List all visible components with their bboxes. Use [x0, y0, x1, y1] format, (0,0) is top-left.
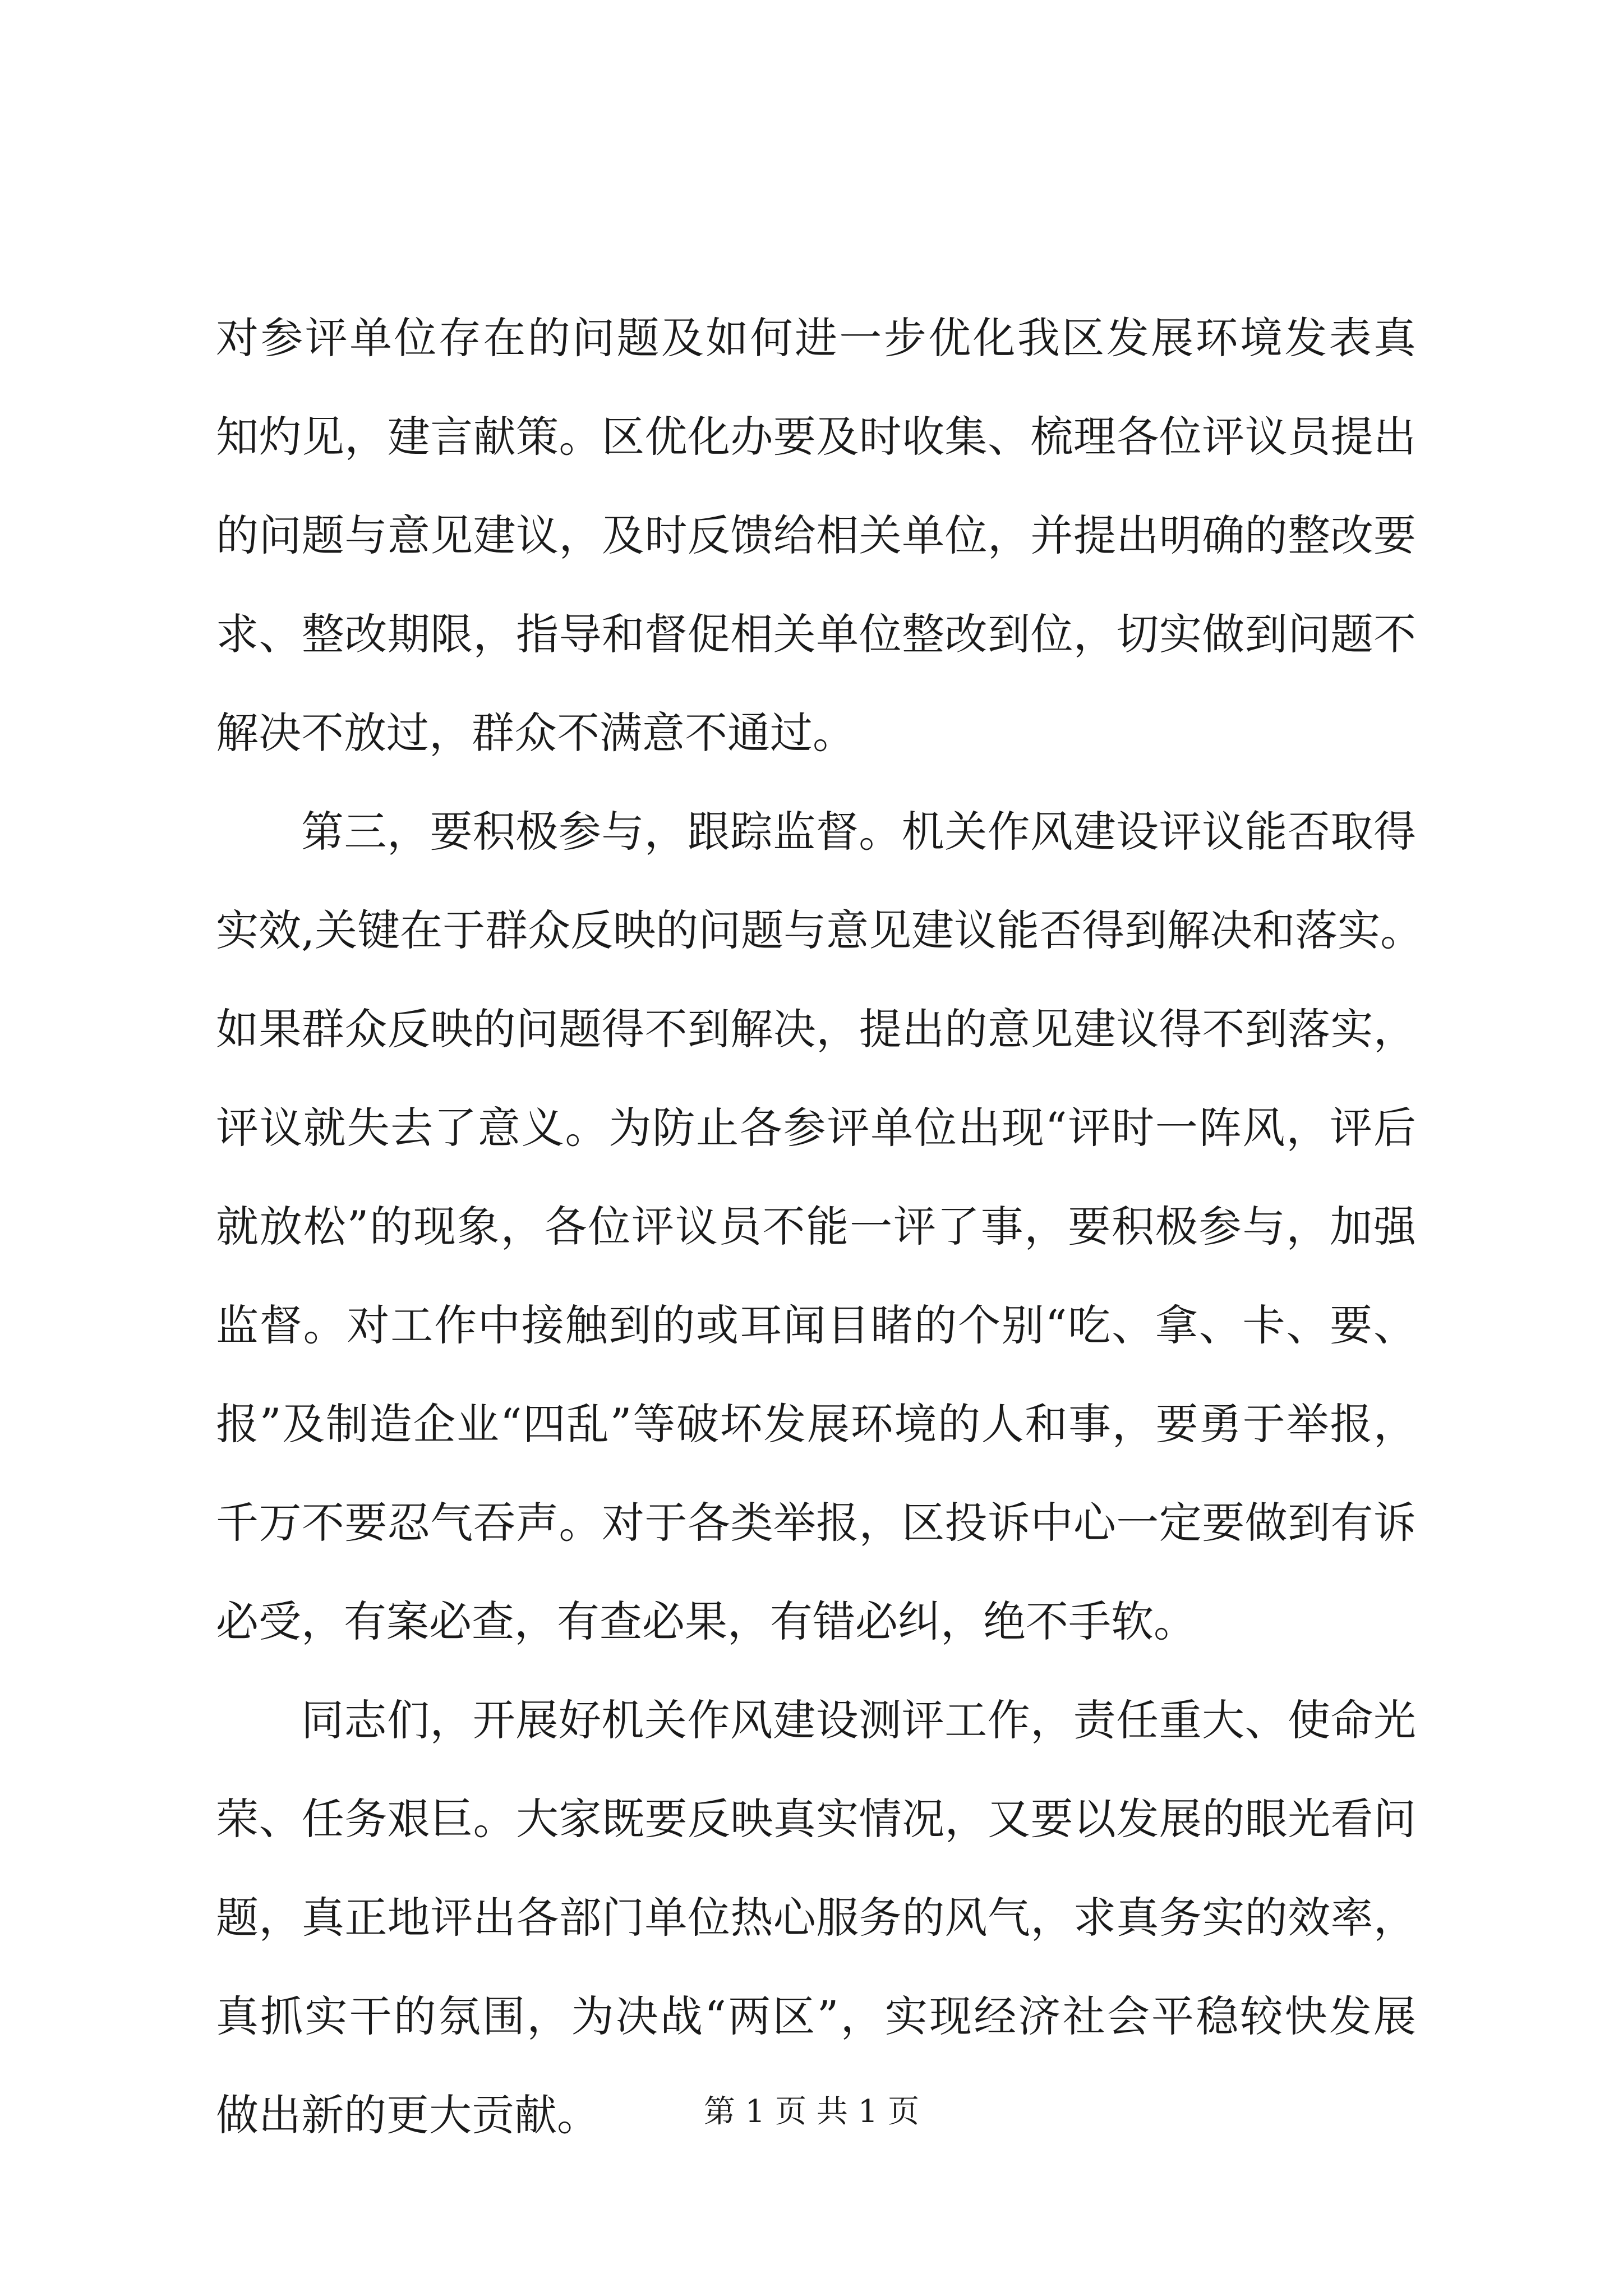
text-line: 第三，要积极参与，跟踪监督。机关作风建设评议能否取得 — [301, 807, 1416, 857]
text-line: 题，真正地评出各部门单位热心服务的风气，求真务实的效率， — [216, 1893, 1416, 1943]
text-line: 做出新的更大贡献。 — [216, 2090, 600, 2140]
text-line: 荣、任务艰巨。大家既要反映真实情况，又要以发展的眼光看问 — [216, 1794, 1416, 1844]
text-line: 评议就失去了意义。为防止各参评单位出现“评时一阵风，评后 — [216, 1103, 1416, 1153]
text-line: 同志们，开展好机关作风建设测评工作，责任重大、使命光 — [301, 1695, 1416, 1745]
text-line: 千万不要忍气吞声。对于各类举报，区投诉中心一定要做到有诉 — [216, 1498, 1416, 1548]
text-line: 求、整改期限，指导和督促相关单位整改到位，切实做到问题不 — [216, 609, 1416, 659]
text-line: 就放松”的现象，各位评议员不能一评了事，要积极参与，加强 — [216, 1202, 1416, 1251]
text-line: 对参评单位存在的问题及如何进一步优化我区发展环境发表真 — [216, 313, 1416, 363]
text-line: 监督。对工作中接触到的或耳闻目睹的个别“吃、拿、卡、要、 — [216, 1300, 1416, 1350]
text-line: 真抓实干的氛围，为决战“两区”，实现经济社会平稳较快发展 — [216, 1991, 1416, 2041]
text-line: 必受，有案必查，有查必果，有错必纠，绝不手软。 — [216, 1596, 1196, 1646]
text-line: 报”及制造企业“四乱”等破坏发展环境的人和事，要勇于举报， — [216, 1399, 1416, 1449]
text-line: 的问题与意见建议，及时反馈给相关单位，并提出明确的整改要 — [216, 510, 1416, 560]
page-number: 第 1 页 共 1 页 — [703, 2093, 920, 2130]
text-line: 如果群众反映的问题得不到解决，提出的意见建议得不到落实， — [216, 1004, 1416, 1054]
text-line: 解决不放过，群众不满意不通过。 — [216, 708, 855, 758]
text-line: 知灼见，建言献策。区优化办要及时收集、梳理各位评议员提出 — [216, 412, 1416, 462]
body-text — [216, 289, 1423, 2165]
text-line: 实效,关键在于群众反映的问题与意见建议能否得到解决和落实。 — [216, 905, 1423, 955]
page-footer — [0, 2092, 1623, 2132]
